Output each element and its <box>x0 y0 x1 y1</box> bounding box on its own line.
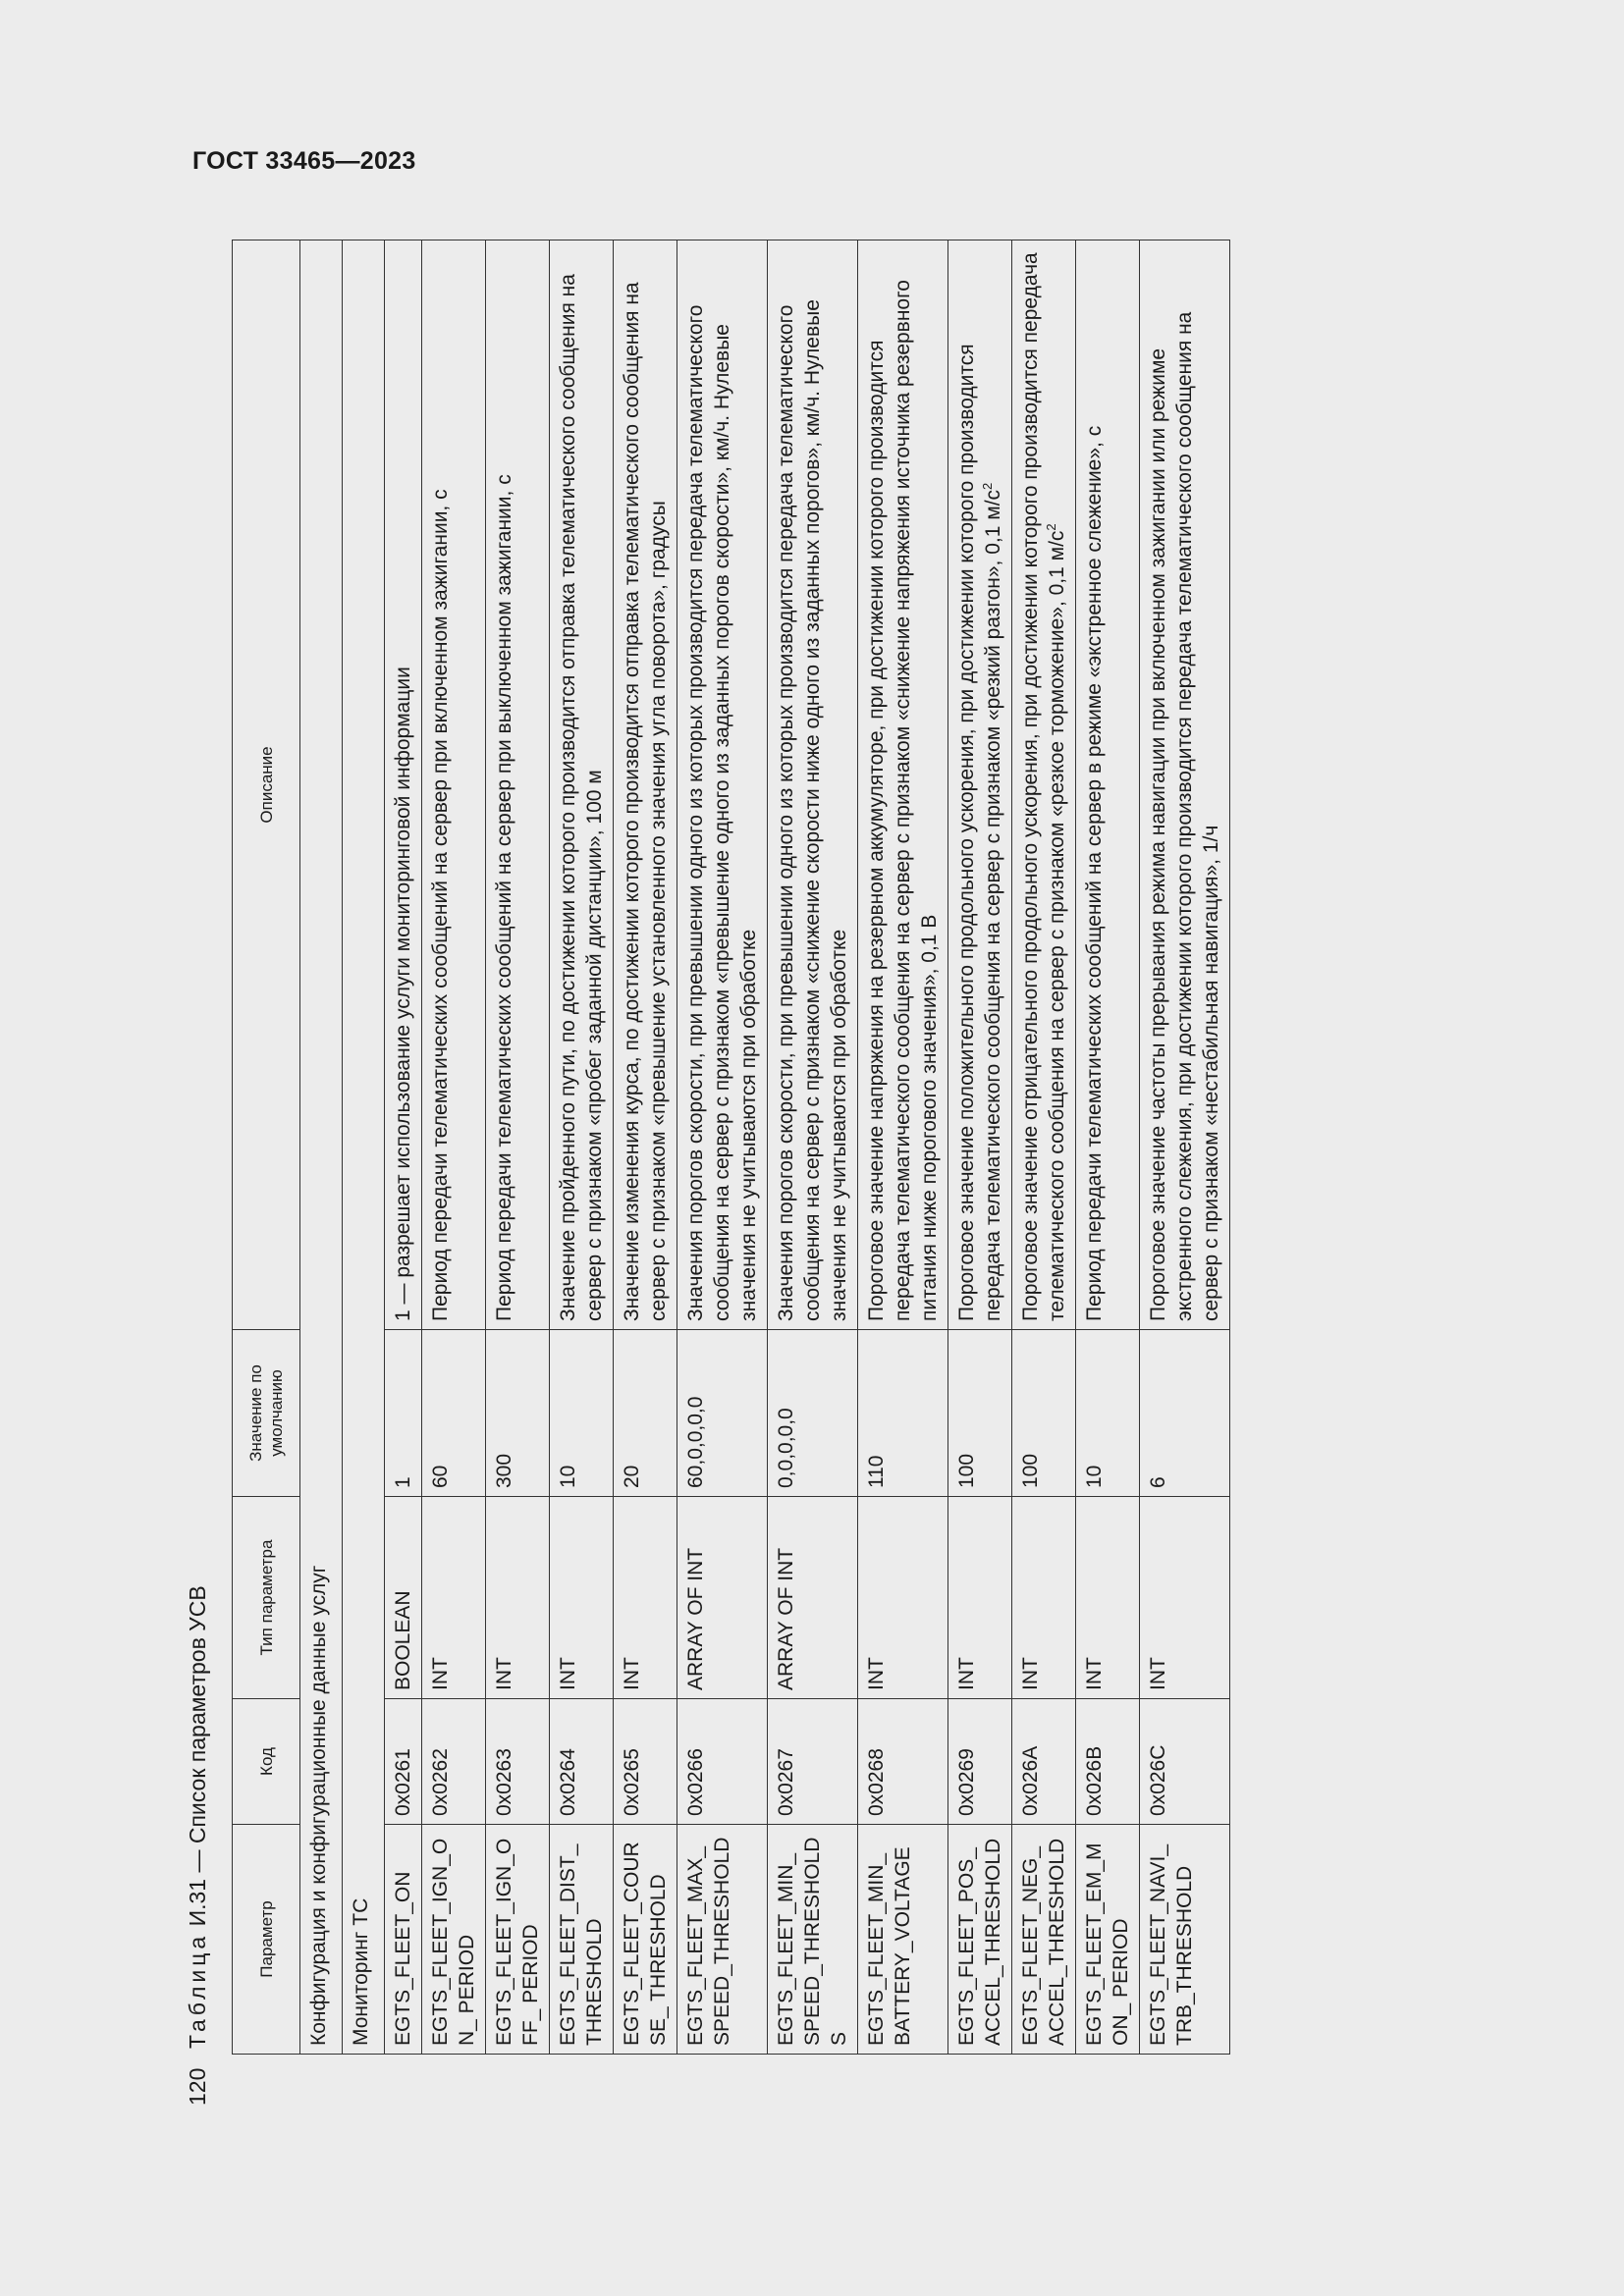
param-type: INT <box>1076 1497 1140 1699</box>
param-code: 0x0268 <box>858 1699 948 1825</box>
table-row <box>486 240 550 2055</box>
param-default: 60,0,0,0,0 <box>677 1330 768 1497</box>
table-row <box>1140 240 1230 2055</box>
param-default: 60 <box>422 1330 486 1497</box>
table-row <box>1012 240 1076 2055</box>
param-code: 0x0266 <box>677 1699 768 1825</box>
parameters-table <box>232 240 1230 2055</box>
unit-superscript: 2 <box>980 482 995 490</box>
param-description: Период передачи телематических сообщений на сервер при выключенном зажигании, с <box>486 240 550 1330</box>
param-type: ARRAY OF INT <box>677 1497 768 1699</box>
table-caption <box>185 1585 211 2049</box>
param-description-text: Пороговое значение положительного продольного ускорения, при достижении которого производится передача телематического сообщения на сервер с признаком «резкий разгон», 0,1 м/с <box>955 344 1004 1321</box>
table-row <box>677 240 768 2055</box>
column-header-code: Код <box>233 1699 300 1825</box>
param-default: 100 <box>1012 1330 1076 1497</box>
param-default: 6 <box>1140 1330 1230 1497</box>
param-default: 110 <box>858 1330 948 1497</box>
section-title: Конфигурация и конфигурационные данные услуг <box>300 240 343 2055</box>
table-row <box>858 240 948 2055</box>
param-description: Значения порогов скорости, при превышении одного из которых производится передача телематического сообщения на сервер с признаком «превышение одного из заданных порогов скорости», км/ч. Нулевые значения не учитываются при обработке <box>677 240 768 1330</box>
param-type: INT <box>1140 1497 1230 1699</box>
param-name: EGTS_FLEET_COURSE_ THRESHOLD <box>614 1825 677 2055</box>
param-name: EGTS_FLEET_POS_ ACCEL_THRESHOLD <box>948 1825 1012 2055</box>
param-description: Период передачи телематических сообщений на сервер при включенном зажигании, с <box>422 240 486 1330</box>
param-type: INT <box>614 1497 677 1699</box>
param-name: EGTS_FLEET_NEG_ ACCEL_THRESHOLD <box>1012 1825 1076 2055</box>
unit-superscript: 2 <box>1044 523 1058 531</box>
param-description-text: Пороговое значение отрицательного продольного ускорения, при достижении которого производится передача телематического сообщения на сервер с признаком «резкое торможение», 0,1 м/с <box>1019 252 1068 1321</box>
param-type: INT <box>550 1497 614 1699</box>
param-code: 0x026A <box>1012 1699 1076 1825</box>
param-type: INT <box>1012 1497 1076 1699</box>
param-code: 0x0263 <box>486 1699 550 1825</box>
param-description: Пороговое значение частоты прерывания режима навигации при включенном зажигании или режиме экстренного слежения, при достижении которого производится передача телематического сообщения на сервер с признаком «нестабильная навигация», 1/ч <box>1140 240 1230 1330</box>
param-default: 0,0,0,0,0 <box>768 1330 858 1497</box>
param-name: EGTS_FLEET_DIST_ THRESHOLD <box>550 1825 614 2055</box>
param-code: 0x0267 <box>768 1699 858 1825</box>
rotated-page-content <box>185 240 1500 2106</box>
param-default: 300 <box>486 1330 550 1497</box>
subsection-title: Мониторинг ТС <box>343 240 385 2055</box>
param-name: EGTS_FLEET_NAVI_ TRB_THRESHOLD <box>1140 1825 1230 2055</box>
param-code: 0x0265 <box>614 1699 677 1825</box>
table-row <box>550 240 614 2055</box>
param-code: 0x0264 <box>550 1699 614 1825</box>
table-caption-word: Таблица <box>185 1932 210 2049</box>
column-header-default: Значение по умолчанию <box>233 1330 300 1497</box>
section-row <box>300 240 343 2055</box>
column-header-parameter: Параметр <box>233 1825 300 2055</box>
param-description: Пороговое значение напряжения на резервном аккумуляторе, при достижении которого производится передача телематического сообщения на сервер с признаком «снижение напряжения источника резервного питания ниже порогового значения», 0,1 В <box>858 240 948 1330</box>
table-row <box>948 240 1012 2055</box>
subsection-row <box>343 240 385 2055</box>
column-header-description: Описание <box>233 240 300 1330</box>
param-code: 0x0262 <box>422 1699 486 1825</box>
param-code: 0x026B <box>1076 1699 1140 1825</box>
param-code: 0x0269 <box>948 1699 1012 1825</box>
table-row <box>768 240 858 2055</box>
param-type: INT <box>486 1497 550 1699</box>
standard-header: ГОСТ 33465—2023 <box>192 147 416 175</box>
param-type: INT <box>858 1497 948 1699</box>
param-description: Значение пройденного пути, по достижении которого производится отправка телематического сообщения на сервер с признаком «пробег заданной дистанции», 100 м <box>550 240 614 1330</box>
param-name: EGTS_FLEET_IGN_OFF_ PERIOD <box>486 1825 550 2055</box>
table-row <box>1076 240 1140 2055</box>
param-default: 100 <box>948 1330 1012 1497</box>
param-type: INT <box>948 1497 1012 1699</box>
table-row <box>385 240 422 2055</box>
table-row <box>614 240 677 2055</box>
param-description <box>1012 240 1076 1330</box>
param-name: EGTS_FLEET_MIN_ SPEED_THRESHOLDS <box>768 1825 858 2055</box>
param-description <box>948 240 1012 1330</box>
param-description: Период передачи телематических сообщений на сервер в режиме «экстренное слежение», с <box>1076 240 1140 1330</box>
param-code: 0x0261 <box>385 1699 422 1825</box>
table-row <box>422 240 486 2055</box>
column-header-type: Тип параметра <box>233 1497 300 1699</box>
table-header-row <box>233 240 300 2055</box>
param-default: 1 <box>385 1330 422 1497</box>
param-type: BOOLEAN <box>385 1497 422 1699</box>
param-default: 10 <box>1076 1330 1140 1497</box>
param-description: Значение изменения курса, по достижении которого производится отправка телематического сообщения на сервер с признаком «превышение установленного значения угла поворота», градусы <box>614 240 677 1330</box>
param-description: Значения порогов скорости, при превышении одного из которых производится передача телематического сообщения на сервер с признаком «снижение скорости ниже одного из заданных порогов», км/ч. Нулевые значения не учитываются при обработке <box>768 240 858 1330</box>
param-description: 1 — разрешает использование услуги мониторинговой информации <box>385 240 422 1330</box>
param-name: EGTS_FLEET_MAX_ SPEED_THRESHOLD <box>677 1825 768 2055</box>
param-name: EGTS_FLEET_IGN_ON_ PERIOD <box>422 1825 486 2055</box>
param-name: EGTS_FLEET_MIN_ BATTERY_VOLTAGE <box>858 1825 948 2055</box>
param-type: ARRAY OF INT <box>768 1497 858 1699</box>
param-name: EGTS_FLEET_ON <box>385 1825 422 2055</box>
param-type: INT <box>422 1497 486 1699</box>
table-caption-title: И.31 — Список параметров УСВ <box>185 1585 210 1933</box>
param-default: 20 <box>614 1330 677 1497</box>
param-code: 0x026C <box>1140 1699 1230 1825</box>
page-number: 120 <box>185 2067 210 2106</box>
param-name: EGTS_FLEET_EM_MON_ PERIOD <box>1076 1825 1140 2055</box>
param-default: 10 <box>550 1330 614 1497</box>
